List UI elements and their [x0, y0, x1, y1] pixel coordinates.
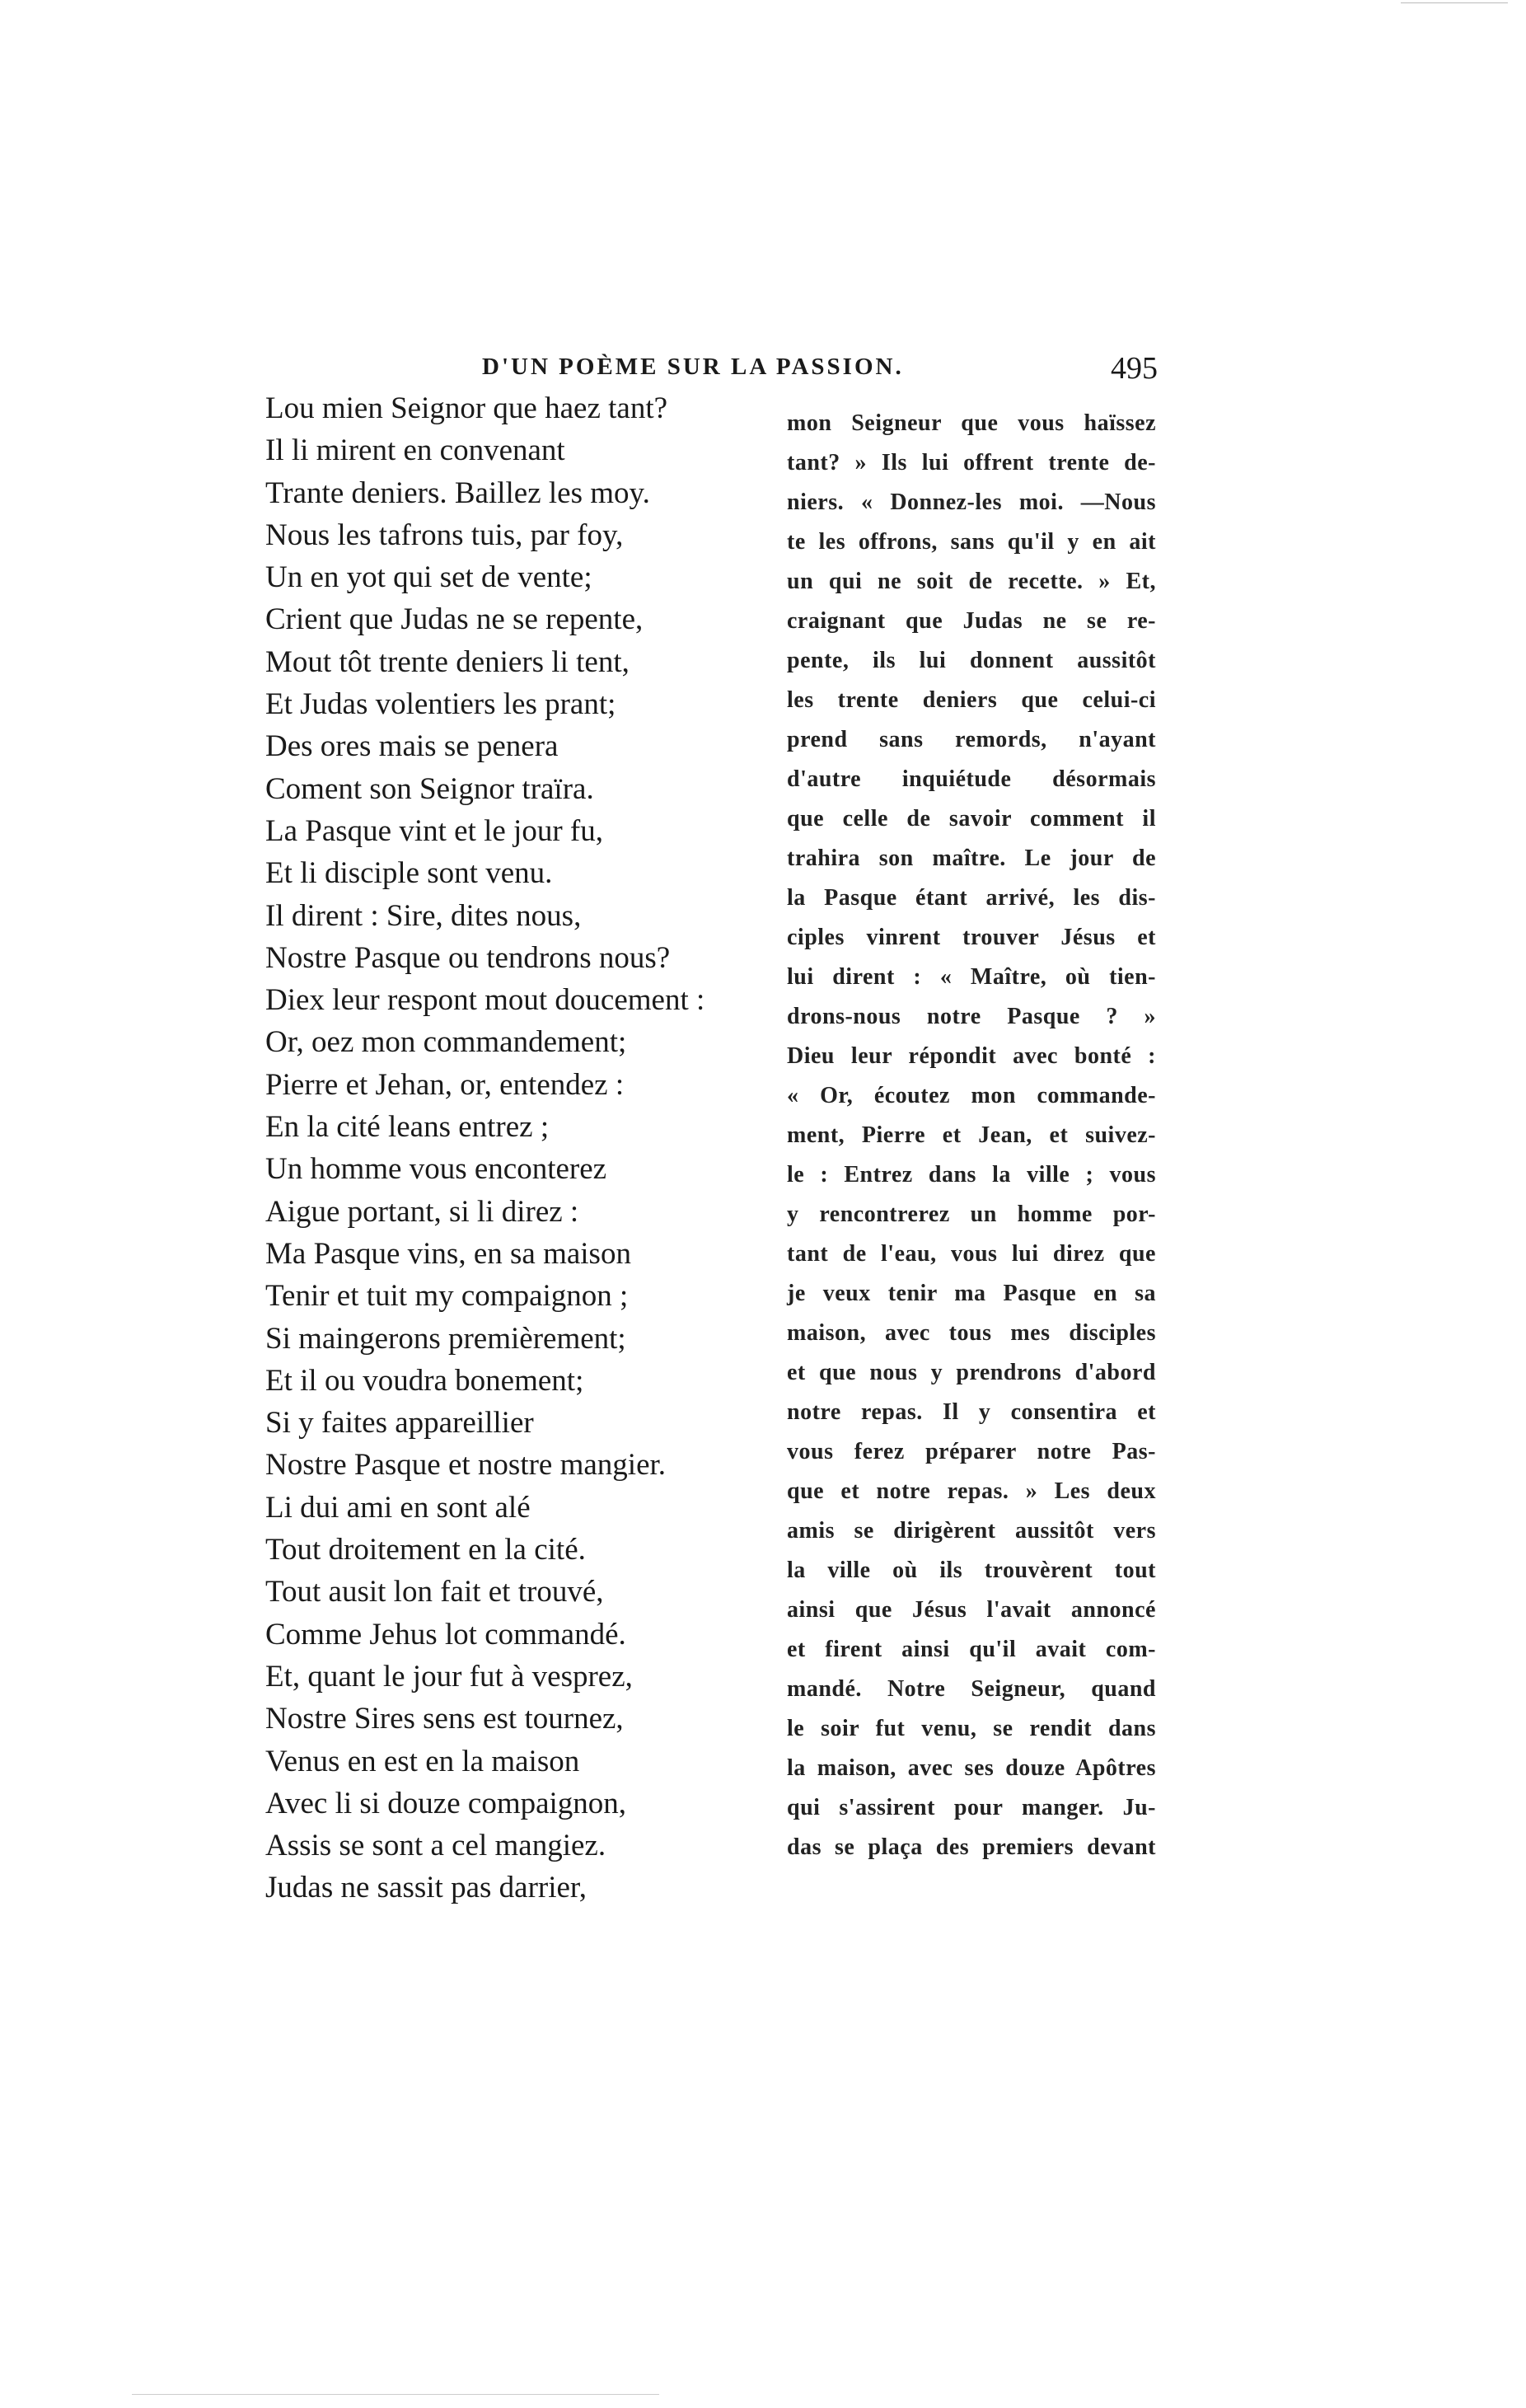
verse-line: Il dirent : Sire, dites nous,: [265, 898, 582, 933]
prose-line: niers. « Donnez-les moi. —Nous: [787, 490, 1156, 515]
verse-line: Crient que Judas ne se repente,: [265, 602, 644, 637]
prose-line: et que nous y prendrons d'abord: [787, 1360, 1156, 1385]
prose-line: mon Seigneur que vous haïssez: [787, 410, 1156, 436]
prose-line: drons-nous notre Pasque ? »: [787, 1004, 1156, 1029]
verse-line: Des ores mais se penera: [265, 729, 559, 764]
verse-line: Et, quant le jour fut à vesprez,: [265, 1659, 633, 1694]
scan-edge-mark: [1401, 2, 1508, 3]
prose-translation-column: [787, 404, 1156, 1867]
verse-line: Tenir et tuit my compaignon ;: [265, 1279, 629, 1314]
prose-line: amis se dirigèrent aussitôt vers: [787, 1518, 1156, 1544]
prose-line: un qui ne soit de recette. » Et,: [787, 569, 1156, 594]
verse-line: Or, oez mon commandement;: [265, 1025, 627, 1060]
prose-line: et firent ainsi qu'il avait com-: [787, 1637, 1156, 1662]
prose-line: tant de l'eau, vous lui direz que: [787, 1241, 1156, 1267]
verse-line: Et Judas volentiers les prant;: [265, 687, 616, 722]
prose-line: le : Entrez dans la ville ; vous: [787, 1162, 1156, 1188]
prose-line: ainsi que Jésus l'avait annoncé: [787, 1597, 1156, 1623]
prose-line: « Or, écoutez mon commande-: [787, 1083, 1156, 1108]
verse-line: En la cité leans entrez ;: [265, 1110, 550, 1145]
prose-line: ciples vinrent trouver Jésus et: [787, 925, 1156, 950]
verse-line: Tout ausit lon fait et trouvé,: [265, 1575, 604, 1609]
verse-line: Si maingerons premièrement;: [265, 1321, 626, 1356]
prose-line: ment, Pierre et Jean, et suivez-: [787, 1122, 1156, 1148]
verse-line: Assis se sont a cel mangiez.: [265, 1829, 606, 1863]
prose-line: prend sans remords, n'ayant: [787, 727, 1156, 752]
verse-line: Nostre Pasque ou tendrons nous?: [265, 940, 671, 975]
prose-line: notre repas. Il y consentira et: [787, 1399, 1156, 1425]
prose-line: tant? » Ils lui offrent trente de-: [787, 450, 1156, 476]
prose-line: que et notre repas. » Les deux: [787, 1478, 1156, 1504]
prose-line: pente, ils lui donnent aussitôt: [787, 648, 1156, 673]
verse-line: Nostre Pasque et nostre mangier.: [265, 1448, 667, 1483]
prose-line: trahira son maître. Le jour de: [787, 846, 1156, 871]
verse-column: [265, 387, 760, 1909]
verse-line: Comme Jehus lot commandé.: [265, 1617, 626, 1651]
prose-line: Dieu leur répondit avec bonté :: [787, 1043, 1156, 1069]
verse-line: Ma Pasque vins, en sa maison: [265, 1236, 631, 1271]
prose-line: le soir fut venu, se rendit dans: [787, 1716, 1156, 1741]
prose-line: d'autre inquiétude désormais: [787, 766, 1156, 792]
verse-line: Lou mien Seignor que haez tant?: [265, 391, 668, 425]
verse-line: Nous les tafrons tuis, par foy,: [265, 518, 624, 552]
verse-line: Li dui ami en sont alé: [265, 1490, 531, 1525]
running-title: D'UN POÈME SUR LA PASSION.: [482, 354, 904, 380]
verse-line: La Pasque vint et le jour fu,: [265, 813, 603, 848]
verse-line: Et il ou voudra bonement;: [265, 1363, 584, 1398]
prose-line: la Pasque étant arrivé, les dis-: [787, 885, 1156, 911]
prose-line: das se plaça des premiers devant: [787, 1834, 1156, 1860]
prose-line: qui s'assirent pour manger. Ju-: [787, 1795, 1156, 1820]
verse-line: Avec li si douze compaignon,: [265, 1786, 627, 1820]
prose-line: la maison, avec ses douze Apôtres: [787, 1755, 1156, 1781]
prose-line: les trente deniers que celui-ci: [787, 687, 1156, 713]
verse-line: Trante deniers. Baillez les moy.: [265, 476, 650, 510]
verse-line: Si y faites appareillier: [265, 1406, 534, 1441]
verse-line: Coment son Seignor traïra.: [265, 771, 594, 806]
prose-line: craignant que Judas ne se re-: [787, 608, 1156, 634]
prose-line: te les offrons, sans qu'il y en ait: [787, 529, 1156, 555]
verse-line: Tout droitement en la cité.: [265, 1533, 586, 1567]
prose-line: maison, avec tous mes disciples: [787, 1320, 1156, 1346]
prose-line: que celle de savoir comment il: [787, 806, 1156, 832]
prose-line: mandé. Notre Seigneur, quand: [787, 1676, 1156, 1702]
verse-line: Un en yot qui set de vente;: [265, 560, 592, 595]
prose-line: y rencontrerez un homme por-: [787, 1202, 1156, 1227]
verse-line: Pierre et Jehan, or, entendez :: [265, 1067, 625, 1102]
verse-line: Il li mirent en convenant: [265, 433, 565, 468]
prose-line: la ville où ils trouvèrent tout: [787, 1558, 1156, 1583]
verse-line: Mout tôt trente deniers li tent,: [265, 644, 630, 679]
prose-line: lui dirent : « Maître, où tien-: [787, 964, 1156, 990]
verse-line: Et li disciple sont venu.: [265, 856, 553, 891]
prose-line: vous ferez préparer notre Pas-: [787, 1439, 1156, 1464]
verse-line: Diex leur respont mout doucement :: [265, 983, 705, 1018]
verse-line: Judas ne sassit pas darrier,: [265, 1871, 587, 1905]
page-number: 495: [1111, 351, 1158, 386]
verse-line: Aigue portant, si li direz :: [265, 1194, 579, 1229]
verse-line: Nostre Sires sens est tournez,: [265, 1702, 624, 1736]
scan-edge-mark: [132, 2394, 659, 2395]
verse-line: Venus en est en la maison: [265, 1744, 580, 1778]
prose-line: je veux tenir ma Pasque en sa: [787, 1281, 1156, 1306]
verse-line: Un homme vous enconterez: [265, 1152, 607, 1187]
page-header: [482, 350, 1158, 391]
